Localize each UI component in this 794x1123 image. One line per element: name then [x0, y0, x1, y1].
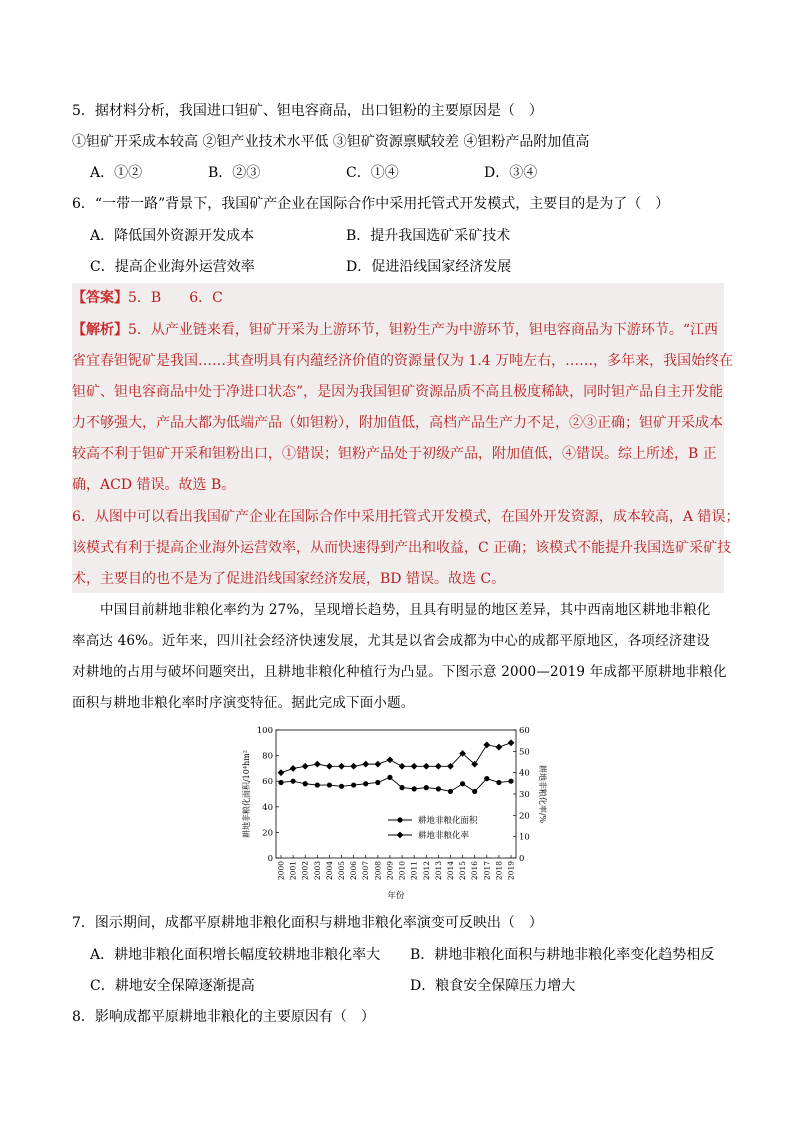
x-tick-label: 2018 [494, 861, 504, 881]
rate-point [435, 763, 442, 770]
right-tick-label: 60 [519, 726, 530, 736]
left-area-point [375, 780, 380, 785]
left-tick-label: 20 [262, 828, 273, 839]
analysis-line-4: 力不够强大，产品大都为低端产品（如钽粉），附加值低，高档产品生产力不足，②③正确；钽矿开采成本 [72, 415, 723, 431]
analysis-line-5: 较高不利于钽矿开采和钽粉出口，①错误；钽粉产品处于初级产品，附加值低，④错误。综上所述，B 正 [72, 446, 717, 462]
x-axis-title: 年份 [387, 891, 405, 901]
q7-option-a: A．耕地非粮化面积增长幅度较耕地非粮化率大 [90, 947, 381, 963]
x-tick-label: 2012 [421, 861, 431, 881]
x-tick-label: 2005 [337, 861, 347, 881]
x-tick-label: 2016 [470, 861, 480, 881]
q7-option-b: B．耕地非粮化面积与耕地非粮化率变化趋势相反 [410, 947, 715, 963]
analysis-line-9: 术，主要目的也不是为了促进沿线国家经济发展，BD 错误。故选 C。 [72, 571, 506, 587]
analysis-line-8: 该模式有利于提高企业海外运营效率，从而快速得到产出和收益，C 正确；该模式不能提升我国选矿采矿技 [72, 540, 732, 556]
left-area-point [351, 782, 356, 787]
q5-statements: ①钽矿开采成本较高 ②钽产业技术水平低 ③钽矿资源禀赋较差 ④钽粉产品附加值高 [72, 134, 590, 150]
rate-point [314, 761, 321, 768]
right-axis-title: 耕地非粮化率/% [538, 764, 547, 824]
series-line-1 [281, 743, 511, 773]
rate-point [290, 765, 297, 772]
right-tick-label: 10 [519, 832, 530, 843]
rate-point [399, 763, 406, 770]
analysis-line-6: 确，ACD 错误。故选 B。 [72, 477, 236, 493]
x-tick-label: 2006 [349, 861, 359, 881]
x-tick-label: 2001 [288, 861, 298, 881]
legend-diamond-marker [397, 832, 404, 839]
q5-option-d: D．③④ [484, 165, 538, 181]
analysis-tag: 【解析】 [72, 322, 128, 338]
x-tick-label: 2002 [300, 861, 310, 881]
rate-point [495, 744, 502, 751]
left-area-point [448, 789, 453, 794]
q5-option-b: B．②③ [208, 165, 261, 181]
left-area-point [339, 784, 344, 789]
x-tick-label: 2000 [276, 861, 286, 881]
q6-option-d: D．促进沿线国家经济发展 [346, 259, 512, 275]
rate-point [338, 763, 345, 770]
rate-point [350, 763, 357, 770]
plot-frame [276, 730, 516, 858]
x-tick-label: 2015 [458, 861, 468, 881]
left-tick-label: 60 [262, 777, 273, 788]
right-tick-label: 0 [519, 854, 525, 864]
q5-option-c: C．①④ [346, 165, 399, 181]
left-area-point [291, 779, 296, 784]
left-area-point [278, 780, 283, 785]
left-area-point [472, 789, 477, 794]
left-tick-label: 100 [256, 726, 273, 736]
analysis-line-2: 省宜春钽铌矿是我国……其查明具有内蕴经济价值的资源量仅为 1.4 万吨左右，……，多年来，我国始终在 [72, 353, 734, 369]
rate-point [423, 763, 430, 770]
passage-line-2: 率高达 46%。近年来，四川社会经济快速发展，尤其是以省会成都为中心的成都平原地区，各项经济建设 [72, 633, 710, 649]
passage-line-3: 对耕地的占用与破坏问题突出，且耕地非粮化种植行为凸显。下图示意 2000—2019 年成都平原耕地非粮化 [72, 664, 727, 680]
legend-circle-marker [397, 817, 402, 822]
rate-point [302, 763, 309, 770]
right-tick-label: 30 [519, 790, 530, 800]
x-tick-label: 2017 [482, 861, 492, 881]
answer-line [72, 288, 223, 308]
left-area-point [436, 786, 441, 791]
q6-option-a: A．降低国外资源开发成本 [90, 228, 255, 244]
passage-line-4: 面积与耕地非粮化率时序演变特征。据此完成下面小题。 [72, 695, 415, 711]
q8-stem: 8．影响成都平原耕地非粮化的主要原因有（ ） [72, 1009, 375, 1025]
right-tick-label: 40 [519, 768, 530, 779]
rate-point [508, 739, 515, 746]
x-tick-label: 2019 [506, 861, 516, 881]
rate-point [387, 756, 394, 763]
q6-stem: 6．“一带一路”背景下，我国矿产企业在国际合作中采用托管式开发模式，主要目的是为了（ ） [72, 196, 670, 212]
left-area-point [496, 780, 501, 785]
x-tick-label: 2004 [324, 861, 334, 881]
left-area-point [424, 785, 429, 790]
x-tick-label: 2008 [373, 861, 383, 881]
x-tick-label: 2007 [361, 861, 371, 881]
analysis-line-7: 6．从图中可以看出我国矿产企业在国际合作中采用托管式开发模式，在国外开发资源，成本较高，A 错误； [72, 509, 740, 525]
analysis-line-3: 钽矿、钽电容商品中处于净进口状态”，是因为我国钽矿资源品质不高且极度稀缺，同时钽产品自主开发能 [72, 384, 724, 400]
left-area-point [460, 781, 465, 786]
right-tick-label: 50 [519, 747, 530, 758]
q6-option-c: C．提高企业海外运营效率 [90, 259, 255, 275]
left-area-point [315, 782, 320, 787]
left-area-point [508, 779, 513, 784]
q5-option-a: A．①② [90, 165, 143, 181]
rate-point [362, 761, 369, 768]
q7-option-d: D．粮食安全保障压力增大 [410, 978, 576, 994]
right-tick-label: 20 [519, 811, 530, 822]
q7-option-c: C．耕地安全保障逐渐提高 [90, 978, 255, 994]
rate-point [374, 761, 381, 768]
left-tick-label: 80 [262, 751, 273, 762]
x-tick-label: 2014 [445, 861, 455, 881]
left-area-point [484, 776, 489, 781]
q5-stem: 5．据材料分析，我国进口钽矿、钽电容商品，出口钽粉的主要原因是（ ） [72, 103, 543, 119]
left-area-point [303, 781, 308, 786]
q7-stem: 7．图示期间，成都平原耕地非粮化面积与耕地非粮化率演变可反映出（ ） [72, 915, 543, 931]
rate-point [326, 763, 333, 770]
passage-line-1: 中国目前耕地非粮化率约为 27%，呈现增长趋势，且具有明显的地区差异，其中西南地区耕地非粮化 [100, 602, 711, 618]
x-tick-label: 2010 [397, 861, 407, 881]
rate-point [411, 763, 418, 770]
left-area-point [363, 781, 368, 786]
left-area-point [327, 782, 332, 787]
x-tick-label: 2003 [312, 861, 322, 881]
left-tick-label: 0 [267, 854, 273, 864]
analysis-line-1: 【解析】5．从产业链来看，钽矿开采为上游环节，钽粉生产为中游环节，钽电容商品为下游环节。“江西 [72, 322, 719, 338]
left-area-point [399, 785, 404, 790]
dual-axis-line-chart [236, 722, 556, 902]
left-axis-title: 耕地非粮化面积/10⁴hm² [242, 749, 251, 839]
x-tick-label: 2009 [385, 861, 395, 881]
x-tick-label: 2011 [409, 861, 419, 881]
left-tick-label: 40 [262, 802, 273, 813]
rate-point [483, 742, 490, 749]
answer-tag: 【答案】 [72, 290, 128, 306]
legend-label-0: 耕地非粮化面积 [418, 816, 478, 826]
left-area-point [387, 775, 392, 780]
x-tick-label: 2013 [433, 861, 443, 881]
q6-option-b: B．提升我国选矿采矿技术 [346, 228, 511, 244]
legend-label-1: 耕地非粮化率 [418, 831, 470, 841]
left-area-point [412, 786, 417, 791]
rate-point [278, 769, 285, 776]
answer-text: 5．B 6．C [128, 290, 223, 306]
